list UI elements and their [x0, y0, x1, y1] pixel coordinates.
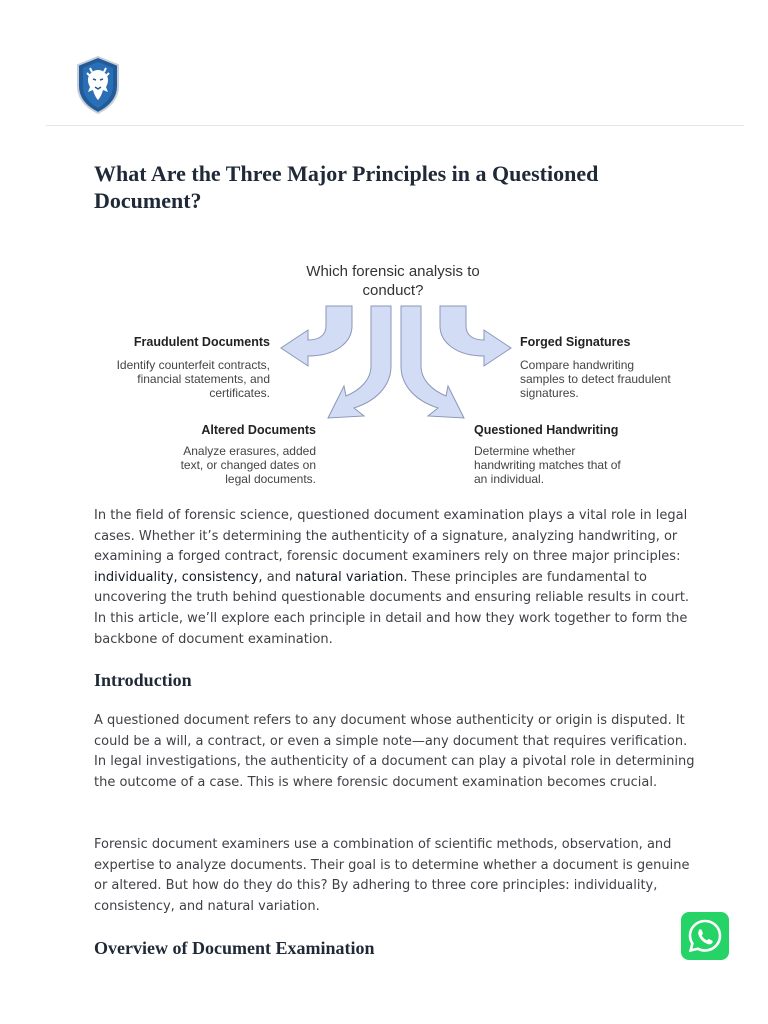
- forged-desc-2: samples to detect fraudulent: [520, 372, 671, 386]
- intro-paragraph: [94, 506, 696, 650]
- figure-heading-line1: Which forensic analysis to: [306, 263, 480, 280]
- altered-documents-label: Altered Documents: [201, 423, 316, 437]
- arrow-right-icon: [440, 306, 511, 366]
- questioned-handwriting-label: Questioned Handwriting: [474, 423, 619, 437]
- introduction-paragraph-2: Forensic document examiners use a combination of scientific methods, observation, and expertise to analyze documents. Their goal is to determine whether a document is genuine or altered. But how do they do this? By adhering to three core principles: individuality, consistency, and natural variation.: [94, 837, 690, 914]
- altered-desc-1: Analyze erasures, added: [183, 444, 316, 458]
- fraudulent-desc-1: Identify counterfeit contracts,: [116, 358, 270, 372]
- intro-text-after: These principles are fundamental to uncovering the truth behind questionable documents and ensuring reliable results in court. In this article, we’ll explore each principle in detail and how they work together to form the backbone of document examination.: [94, 569, 690, 647]
- altered-desc-3: legal documents.: [225, 472, 316, 486]
- principles-highlight-2: natural variation.: [295, 569, 408, 585]
- introduction-paragraph-1: A questioned document refers to any document whose authenticity or origin is disputed. It could be a will, a contract, or even a simple note—any document that requires verification. In legal investigations, the authenticity of a document can play a pivotal role in determining the outcome of a case. This is where forensic document examination becomes crucial.: [94, 713, 695, 790]
- introduction-heading: Introduction: [94, 670, 192, 690]
- handwriting-desc-1: Determine whether: [474, 444, 576, 458]
- site-header: [46, 0, 744, 126]
- arrow-left-icon: [281, 306, 352, 366]
- forged-desc-3: signatures.: [520, 386, 579, 400]
- fraudulent-desc-2: financial statements, and: [137, 372, 270, 386]
- overview-heading: Overview of Document Examination: [94, 938, 375, 958]
- article-title: What Are the Three Major Principles in a Questioned Document?: [94, 161, 599, 213]
- fraudulent-documents-label: Fraudulent Documents: [133, 335, 270, 349]
- whatsapp-icon: [681, 912, 729, 960]
- whatsapp-button[interactable]: [681, 912, 729, 960]
- lion-shield-icon[interactable]: [76, 56, 120, 114]
- handwriting-desc-3: an individual.: [474, 472, 545, 486]
- altered-desc-2: text, or changed dates on: [180, 458, 316, 472]
- principles-highlight-1: individuality, consistency,: [94, 569, 263, 585]
- and-word: and: [262, 569, 296, 585]
- fraudulent-desc-3: certificates.: [209, 386, 270, 400]
- forensic-analysis-figure: [96, 256, 696, 496]
- handwriting-desc-2: handwriting matches that of: [474, 458, 621, 472]
- forged-desc-1: Compare handwriting: [520, 358, 635, 372]
- figure-heading-line2: conduct?: [362, 282, 424, 299]
- forged-signatures-label: Forged Signatures: [520, 335, 631, 349]
- intro-text-before: In the field of forensic science, questioned document examination plays a vital role in legal cases. Whether it’s determining the authenticity of a signature, analyzing handwriting, or examining a forged contract, forensic document examiners rely on three major principles:: [94, 508, 688, 565]
